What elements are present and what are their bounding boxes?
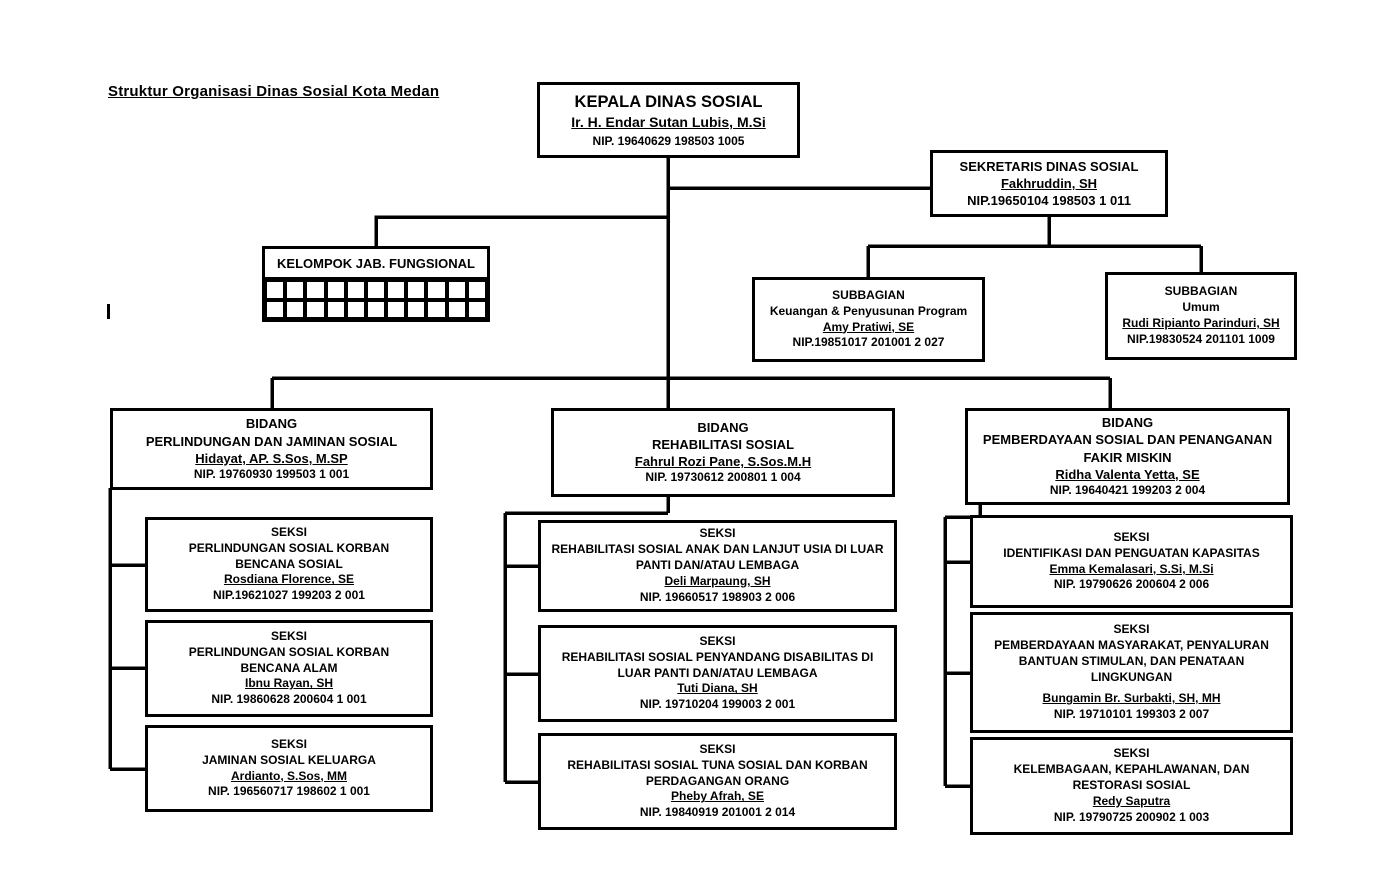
seksi-title: SEKSI — [699, 526, 736, 541]
org-box-seksi-rehab-anak-lansia — [538, 520, 897, 612]
seksi-dept-line: PANTI DAN/ATAU LEMBAGA — [635, 558, 800, 573]
subbagian-name: Rudi Ripianto Parinduri, SH — [1122, 316, 1280, 330]
fungsional-grid-cell — [305, 300, 325, 320]
seksi-nip: NIP. 19660517 198903 2 006 — [639, 589, 796, 604]
seksi-nip: NIP.19621027 199203 2 001 — [213, 588, 365, 603]
seksi-title: SEKSI — [699, 741, 736, 756]
page-title: Struktur Organisasi Dinas Sosial Kota Medan — [108, 83, 440, 100]
subbagian-name: Amy Pratiwi, SE — [822, 319, 915, 334]
seksi-dept-line: PERLINDUNGAN SOSIAL KORBAN — [188, 644, 390, 659]
bidang-nip: NIP. 19730612 200801 1 004 — [645, 470, 801, 485]
seksi-dept-line: BANTUAN STIMULAN, DAN PENATAAN — [1018, 653, 1245, 668]
seksi-dept-line: REHABILITASI SOSIAL ANAK DAN LANJUT USIA DI LUAR — [551, 542, 884, 557]
seksi-dept-line: PEMBERDAYAAN MASYARAKAT, PENYALURAN — [994, 637, 1269, 652]
seksi-nip: NIP. 19710204 199003 2 001 — [639, 697, 796, 712]
bidang-nip: NIP. 19760930 199503 1 001 — [193, 466, 350, 481]
fungsional-grid — [265, 277, 487, 319]
connector-rail-left — [110, 488, 145, 769]
seksi-title: SEKSI — [1113, 529, 1150, 544]
kelompok-title: KELOMPOK JAB. FUNGSIONAL — [277, 255, 475, 271]
connector-kelompok-link — [376, 217, 668, 246]
fungsional-grid-cell — [386, 300, 406, 320]
seksi-name: Emma Kemalasari, S.Si, M.Si — [1049, 561, 1214, 576]
org-box-bidang-perlindungan — [110, 408, 433, 490]
fungsional-grid-cell — [406, 280, 426, 300]
fungsional-grid-cell — [426, 280, 446, 300]
org-box-seksi-identifikasi — [970, 515, 1293, 608]
fungsional-grid-cell — [467, 280, 487, 300]
seksi-name: Ibnu Rayan, SH — [244, 676, 333, 691]
sekretaris-name: Fakhruddin, SH — [1000, 175, 1098, 191]
fungsional-grid-cell — [285, 280, 305, 300]
fungsional-grid-cell — [447, 300, 467, 320]
kepala-name: Ir. H. Endar Sutan Lubis, M.Si — [571, 114, 766, 131]
seksi-title: SEKSI — [1113, 746, 1150, 761]
fungsional-grid-cell — [346, 300, 366, 320]
org-box-seksi-kelembagaan — [970, 737, 1293, 835]
seksi-name: Tuti Diana, SH — [677, 681, 758, 696]
seksi-title: SEKSI — [1113, 622, 1150, 637]
seksi-dept-line: IDENTIFIKASI DAN PENGUATAN KAPASITAS — [1003, 545, 1260, 560]
org-box-sekretaris — [930, 150, 1168, 217]
fungsional-grid-cell — [467, 300, 487, 320]
org-box-seksi-rehab-disabilitas — [538, 625, 897, 722]
bidang-title: BIDANG — [1101, 415, 1154, 431]
subbagian-nip: NIP.19830524 201101 1009 — [1127, 331, 1275, 346]
org-box-seksi-jaminan-keluarga — [145, 725, 433, 812]
kepala-nip: NIP. 19640629 198503 1005 — [592, 133, 745, 148]
org-box-seksi-rehab-tuna-sosial — [538, 733, 897, 830]
seksi-title: SEKSI — [699, 633, 736, 648]
seksi-nip: NIP. 19840919 201001 2 014 — [639, 805, 796, 820]
seksi-name: Redy Saputra — [1092, 793, 1171, 808]
bidang-name: Fahrul Rozi Pane, S.Sos.M.H — [634, 454, 812, 470]
seksi-dept-line: RESTORASI SOSIAL — [1072, 778, 1191, 793]
bidang-dept-line: PEMBERDAYAAN SOSIAL DAN PENANGANAN — [982, 432, 1273, 448]
fungsional-grid-cell — [305, 280, 325, 300]
org-box-seksi-bencana-sosial — [145, 517, 433, 612]
seksi-name: Bungamin Br. Surbakti, SH, MH — [1042, 691, 1221, 706]
fungsional-grid-cell — [366, 280, 386, 300]
seksi-dept-line: REHABILITASI SOSIAL PENYANDANG DISABILITAS DI — [561, 649, 874, 664]
seksi-dept-line: BENCANA SOSIAL — [235, 556, 343, 571]
subbagian-subtitle: Umum — [1182, 300, 1220, 315]
fungsional-grid-cell — [386, 280, 406, 300]
org-box-subbagian-umum — [1105, 272, 1297, 360]
seksi-nip: NIP. 196560717 198602 1 001 — [208, 784, 370, 799]
seksi-name: Rosdiana Florence, SE — [223, 572, 355, 587]
seksi-nip: NIP. 19790626 200604 2 006 — [1053, 577, 1210, 592]
seksi-title: SEKSI — [270, 524, 307, 539]
fungsional-grid-cell — [285, 300, 305, 320]
org-box-seksi-bencana-alam — [145, 620, 433, 717]
fungsional-grid-cell — [447, 280, 467, 300]
seksi-dept-line: BENCANA ALAM — [240, 660, 338, 675]
seksi-dept-line: LINGKUNGAN — [1090, 669, 1173, 684]
bidang-name: Hidayat, AP. S.Sos, M.SP — [195, 450, 348, 466]
kepala-title: KEPALA DINAS SOSIAL — [574, 92, 763, 111]
seksi-name: Ardianto, S.Sos, MM — [230, 768, 347, 783]
seksi-dept-line: PERLINDUNGAN SOSIAL KORBAN — [188, 540, 390, 555]
fungsional-grid-cell — [326, 280, 346, 300]
seksi-dept-line: JAMINAN SOSIAL KELUARGA — [202, 752, 376, 767]
seksi-nip: NIP. 19710101 199303 2 007 — [1053, 707, 1210, 722]
fungsional-grid-cell — [326, 300, 346, 320]
bidang-dept-line: PERLINDUNGAN DAN JAMINAN SOSIAL — [145, 433, 398, 449]
sekretaris-title: SEKRETARIS DINAS SOSIAL — [959, 158, 1139, 174]
fungsional-grid-cell — [406, 300, 426, 320]
fungsional-grid-cell — [265, 280, 285, 300]
bidang-name: Ridha Valenta Yetta, SE — [1055, 466, 1200, 482]
subbagian-title: SUBBAGIAN — [832, 287, 905, 302]
fungsional-grid-cell — [346, 280, 366, 300]
bidang-dept-line: FAKIR MISKIN — [1083, 449, 1172, 465]
seksi-nip: NIP. 19790725 200902 1 003 — [1053, 809, 1210, 824]
org-box-seksi-pemberdayaan-masyarakat — [970, 612, 1293, 733]
org-box-bidang-pemberdayaan — [965, 408, 1290, 505]
org-box-subbagian-keuangan — [752, 277, 985, 362]
seksi-dept-line: LUAR PANTI DAN/ATAU LEMBAGA — [617, 665, 818, 680]
fungsional-grid-cell — [426, 300, 446, 320]
seksi-nip: NIP. 19860628 200604 1 001 — [211, 692, 367, 707]
org-box-bidang-rehabilitasi — [551, 408, 895, 497]
subbagian-subtitle: Keuangan & Penyusunan Program — [769, 303, 968, 318]
org-box-kelompok-fungsional — [262, 246, 490, 322]
fungsional-grid-cell — [366, 300, 386, 320]
seksi-dept-line: PERDAGANGAN ORANG — [645, 773, 790, 788]
bidang-title: BIDANG — [245, 416, 298, 432]
org-box-kepala — [537, 82, 800, 158]
bidang-title: BIDANG — [697, 419, 749, 435]
seksi-title: SEKSI — [270, 628, 307, 643]
bidang-dept-line: REHABILITASI SOSIAL — [651, 437, 795, 452]
bidang-nip: NIP. 19640421 199203 2 004 — [1049, 482, 1206, 497]
fungsional-grid-cell — [265, 300, 285, 320]
seksi-title: SEKSI — [270, 736, 307, 751]
subbagian-nip: NIP.19851017 201001 2 027 — [792, 335, 945, 350]
seksi-dept-line: REHABILITASI SOSIAL TUNA SOSIAL DAN KORBAN — [567, 757, 868, 772]
stray-mark — [107, 304, 110, 319]
seksi-name: Pheby Afrah, SE — [671, 789, 764, 804]
seksi-name: Deli Marpaung, SH — [664, 573, 771, 588]
subbagian-title: SUBBAGIAN — [1164, 284, 1238, 299]
seksi-dept-line: KELEMBAGAAN, KEPAHLAWANAN, DAN — [1013, 762, 1250, 777]
sekretaris-nip: NIP.19650104 198503 1 011 — [967, 193, 1131, 209]
